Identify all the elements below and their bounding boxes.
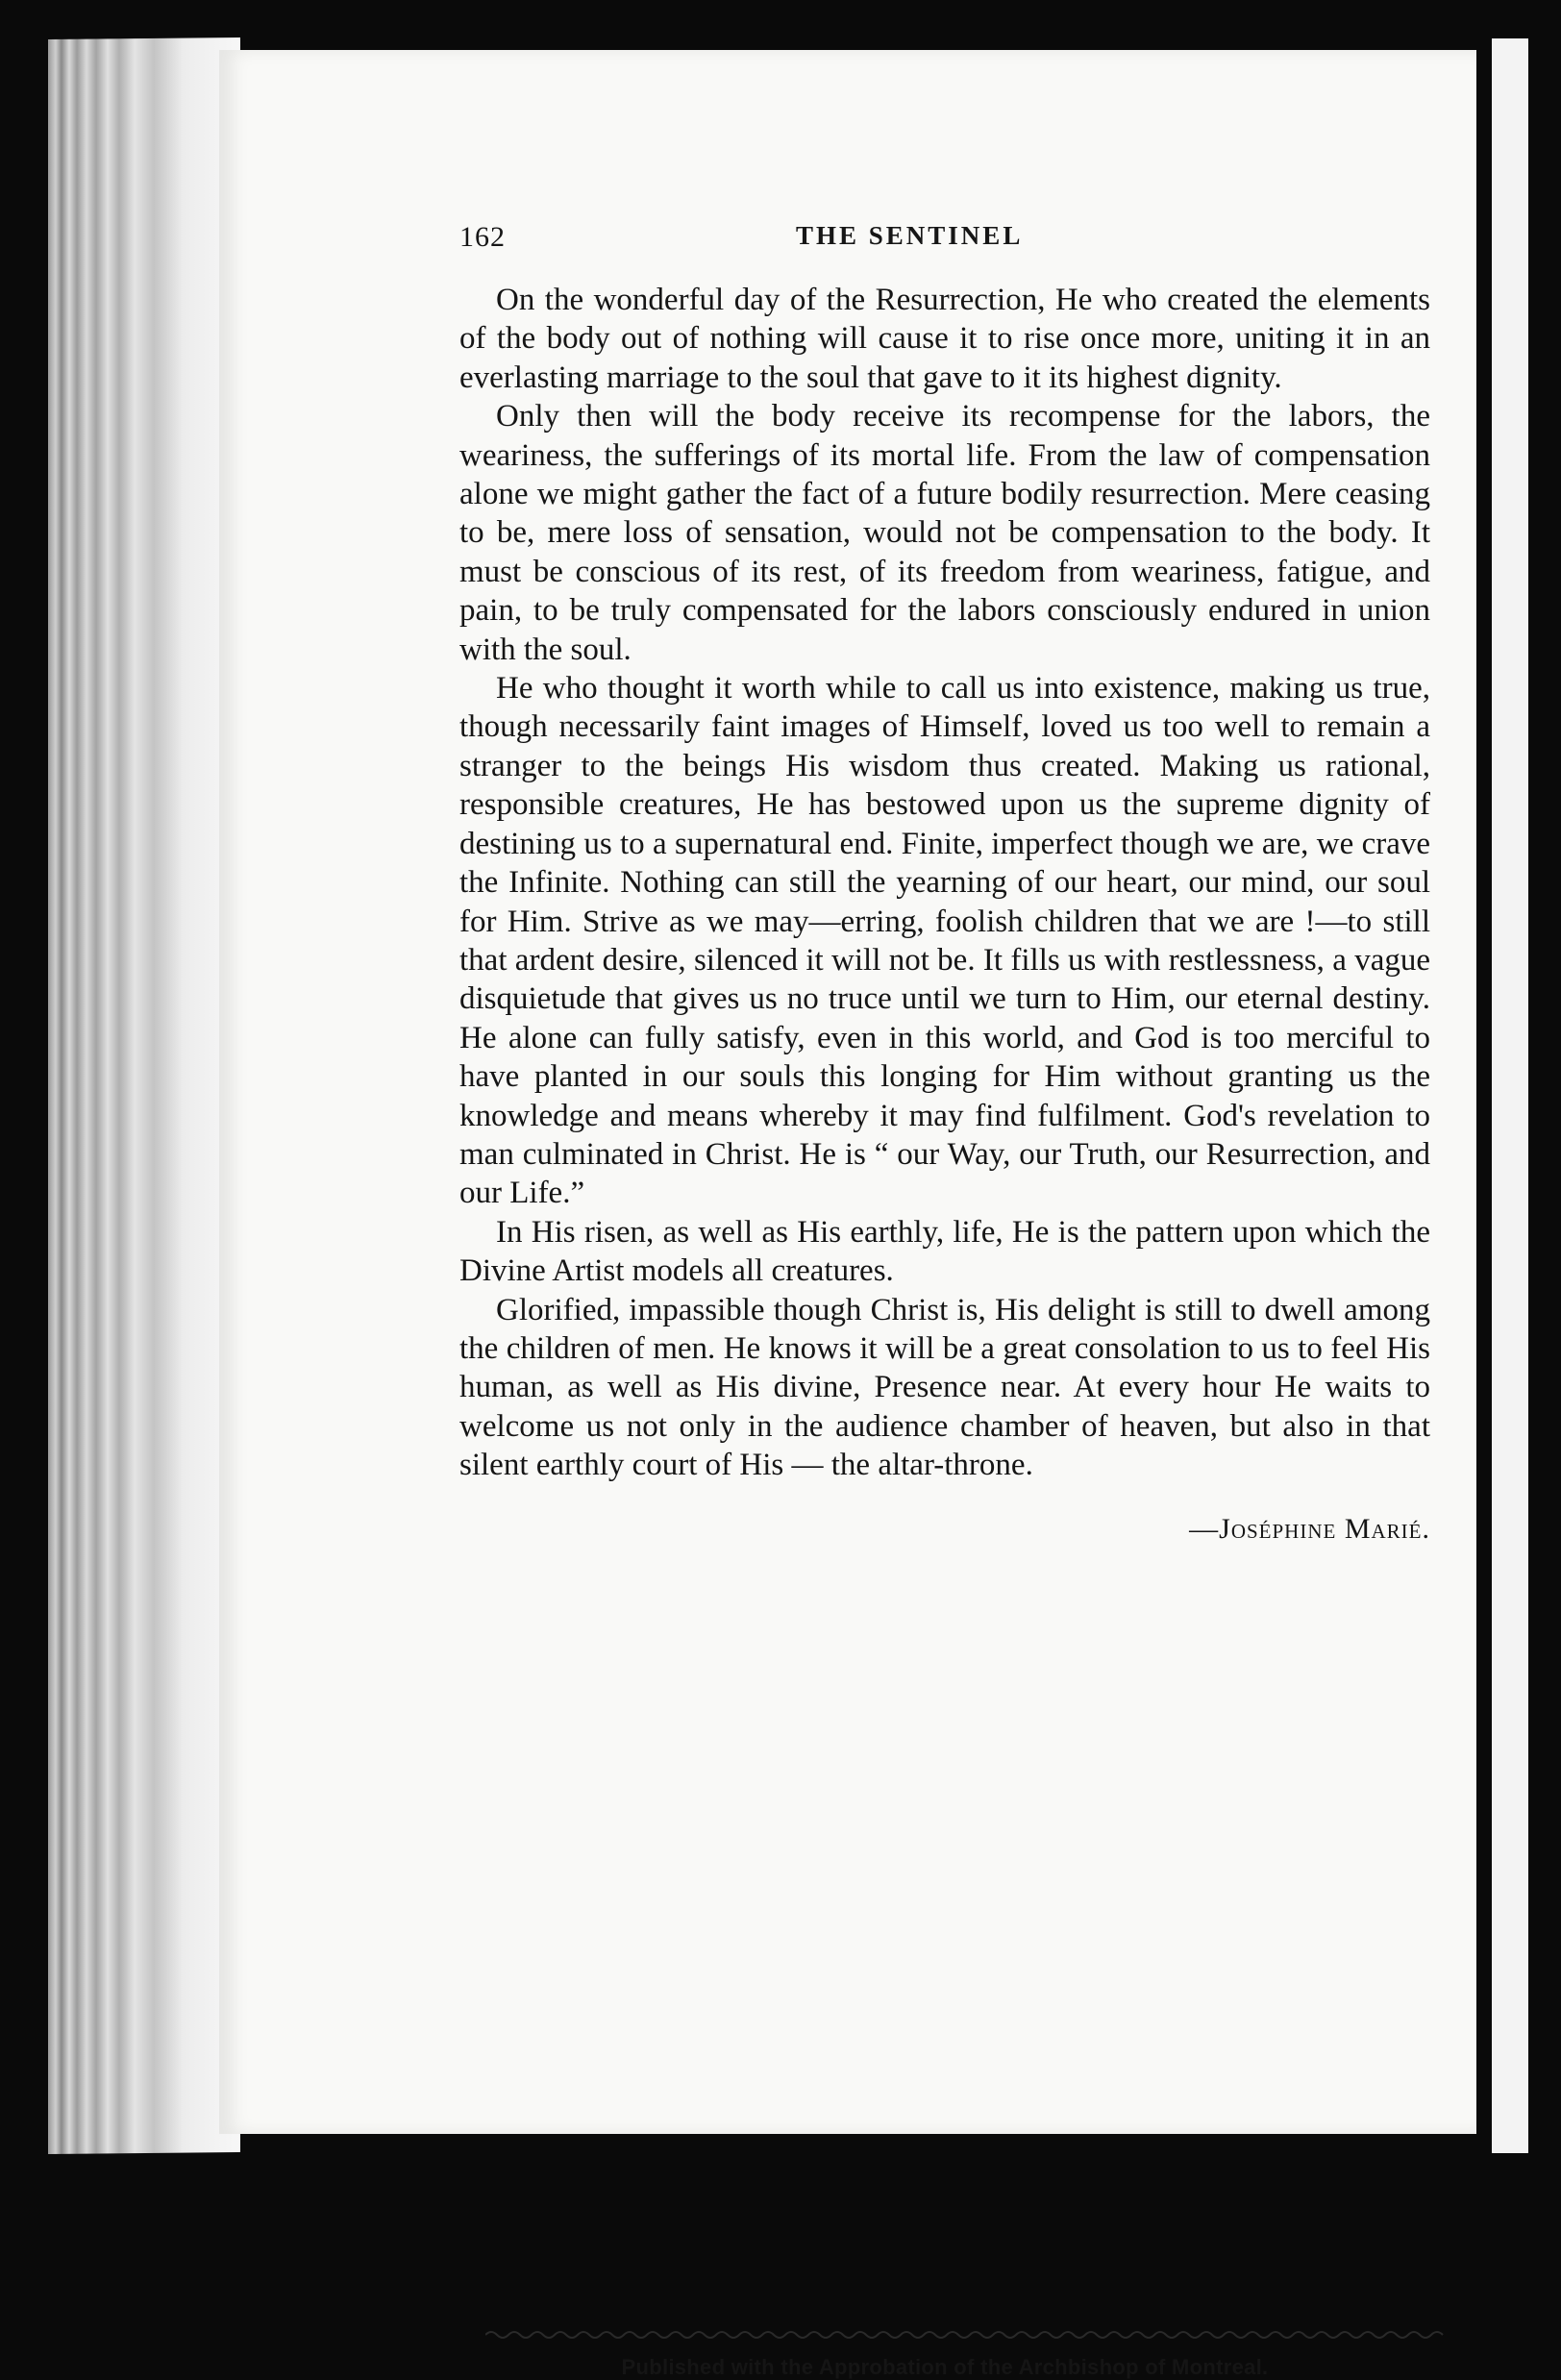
page-number: 162: [459, 221, 506, 253]
journal-title: THE SENTINEL: [796, 221, 1024, 250]
running-head: [459, 221, 1430, 260]
paragraph-1: On the wonderful day of the Resurrection, He who created the elements of the body out of nothing will cause it to rise once more, uniting it in an everlasting marriage to the soul that gave to it its highest dignity.: [459, 283, 1430, 395]
wavy-divider: [485, 2328, 1447, 2342]
approbation-note: Published with the Approbation of the Archbishop of Montreal.: [621, 2355, 1269, 2379]
author-signature: —Joséphine Marié.: [1189, 1512, 1430, 1545]
facing-page-edge: [1492, 38, 1528, 2153]
paragraph-4: In His risen, as well as His earthly, life, He is the pattern upon which the Divine Artist models all creatures.: [459, 1214, 1430, 1289]
paragraph-2: Only then will the body receive its recompense for the labors, the weariness, the sufferings of its mortal life. From the law of compensation alone we might gather the fact of a future bodily resurrection. Mere ceasing to be, mere loss of sensation, would not be compensation to the body. It must be conscious of its rest, of its freedom from weariness, fatigue, and pain, to be truly compensated for the labors consciously endured in union with the soul.: [459, 399, 1430, 667]
article-body: [459, 281, 1430, 1549]
paragraph-3: He who thought it worth while to call us into existence, making us true, though necessarily faint images of Himself, loved us too well to remain a stranger to the beings His wisdom thus created. Making us rational, responsible creatures, He has bestowed upon us the supreme dignity of destining us to a supernatural end. Finite, imperfect though we are, we crave the Infinite. Nothing can still the yearning of our heart, our mind, our soul for Him. Strive as we may—erring, foolish children that we are !—to still that ardent desire, silenced it will not be. It fills us with restlessness, a vague disquietude that gives us no truce until we turn to Him, our eternal destiny. He alone can fully satisfy, even in this world, and God is too merciful to have planted in our souls this longing for Him without granting us the knowledge and means whereby it may find fulfilment. God's revelation to man culminated in Christ. He is “ our Way, our Truth, our Resurrection, and our Life.”: [459, 671, 1430, 1211]
paragraph-5: Glorified, impassible though Christ is, His delight is still to dwell among the children of men. He knows it will be a great consolation to us to feel His human, as well as His divine, Presence near. At every hour He waits to welcome us not only in the audience chamber of heaven, but also in that silent earthly court of His — the altar-throne.: [459, 1292, 1430, 1483]
gutter-shadow: [1476, 38, 1492, 2153]
book-page-edges: [48, 37, 240, 2154]
